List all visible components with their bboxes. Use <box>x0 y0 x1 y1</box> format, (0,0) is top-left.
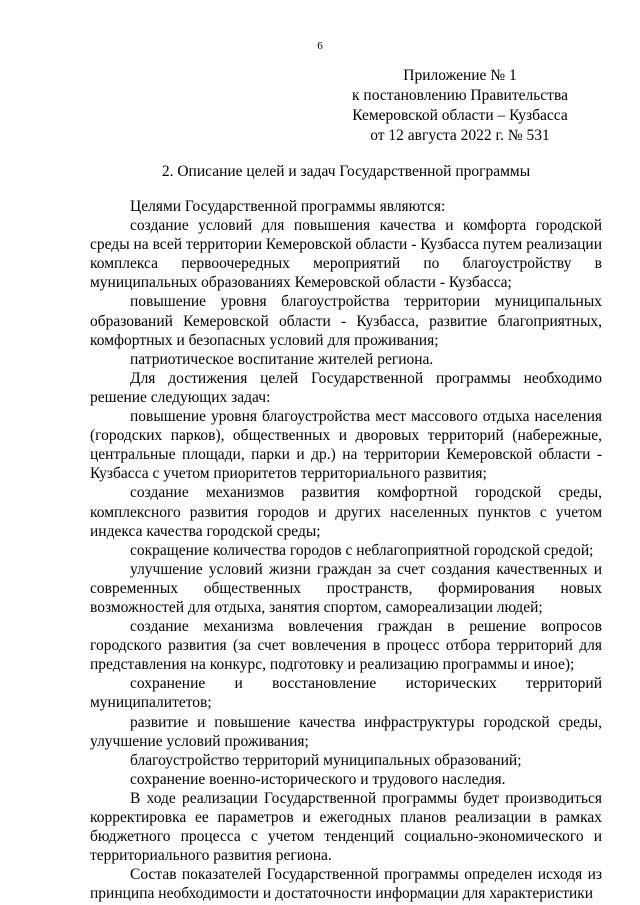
paragraph: создание механизмов развития комфортной городской среды, комплексного развития городов и других населенных пунктов с учетом индекса качества городской среды; <box>90 484 602 540</box>
paragraph: сохранение военно-исторического и трудового наследия. <box>130 770 506 788</box>
paragraph: создание условий для повышения качества и комфорта городской среды на всей территории Кемеровской области - Кузбасса путем реализации комплекса первоочередных мероприятий по благоустройству в муниципальных образованиях Кемеровской области - Кузбасса; <box>90 217 602 292</box>
appendix-line-4: от 12 августа 2022 г. № 531 <box>370 127 550 144</box>
paragraph: создание механизма вовлечения граждан в решение вопросов городского развития (за счет вовлечения в процесс отбора территорий для представления на конкурс, подготовку и реализацию программы и иное); <box>90 618 602 674</box>
paragraph: улучшение условий жизни граждан за счет создания качественных и современных общественных пространств, формирования новых возможностей для отдыха, занятия спортом, самореализации людей; <box>90 560 602 616</box>
appendix-line-2: к постановлению Правительства <box>352 87 568 104</box>
paragraph: патриотическое воспитание жителей региона. <box>130 350 434 368</box>
appendix-line-1: Приложение № 1 <box>403 67 517 84</box>
paragraph: Целями Государственной программы являются: <box>130 198 446 215</box>
paragraph: повышение уровня благоустройства мест массового отдыха населения (городских парков), общественных и дворовых территорий (набережные, центральные площади, парки и др.) на территории Кемеровской области - Кузбасса с учетом приоритетов территориального развития; <box>90 408 602 483</box>
page-number: 6 <box>317 40 323 52</box>
appendix-header <box>330 66 590 146</box>
section-title: 2. Описание целей и задач Государственной программы <box>161 163 531 180</box>
paragraph: развитие и повышение качества инфраструктуры городской среды, улучшение условий проживания; <box>90 713 602 750</box>
document-body <box>90 197 602 903</box>
paragraph: сокращение количества городов с неблагоприятной городской средой; <box>130 541 594 559</box>
paragraph: Состав показателей Государственной программы определен исходя из принципа необходимости и достаточности информации для характеристики <box>90 866 602 903</box>
paragraph: В ходе реализации Государственной программы будет производиться корректировка ее параметров и ежегодных планов реализации в рамках бюджетного процесса с учетом тенденций социально-экономического и территориального развития региона. <box>90 789 602 865</box>
paragraph: сохранение и восстановление исторических территорий муниципалитетов; <box>90 675 602 712</box>
appendix-line-3: Кемеровской области – Кузбасса <box>352 107 568 124</box>
paragraph: Для достижения целей Государственной программы необходимо решение следующих задач: <box>90 369 602 406</box>
paragraph: повышение уровня благоустройства территории муниципальных образований Кемеровской области - Кузбасса, развитие благоприятных, комфортных и безопасных условий для проживания; <box>90 293 602 349</box>
paragraph: благоустройство территорий муниципальных образований; <box>130 751 522 769</box>
